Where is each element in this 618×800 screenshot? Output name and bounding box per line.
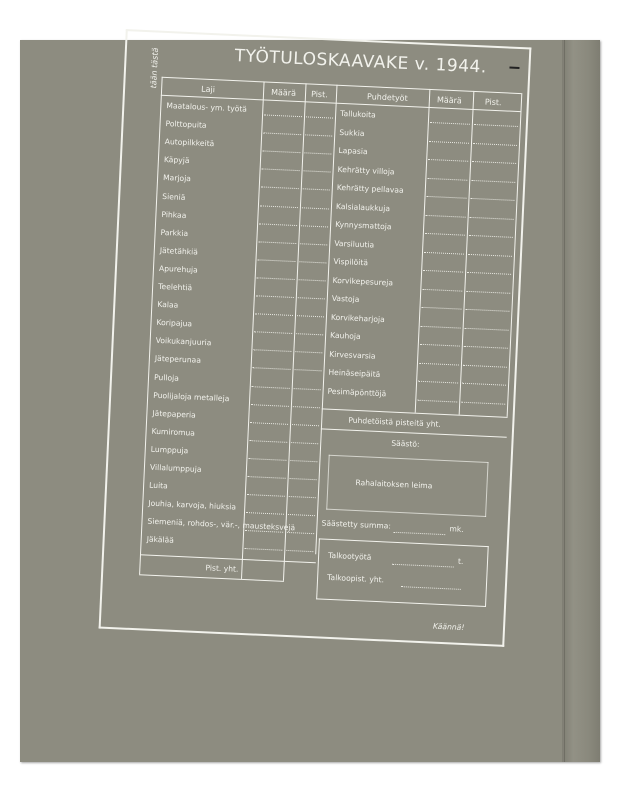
- entry-line: [470, 198, 514, 201]
- entry-line: [257, 277, 295, 280]
- entry-line: [424, 251, 464, 254]
- table-bottom-line: [139, 574, 284, 582]
- entry-line: [472, 161, 516, 164]
- entry-line: [465, 309, 509, 312]
- header-maara-2: Määrä: [436, 95, 463, 106]
- entry-line: [421, 325, 461, 328]
- entry-line: [263, 133, 301, 136]
- entry-line: [253, 350, 291, 353]
- entry-line: [293, 406, 320, 408]
- list-item: Villalumppuja: [149, 462, 202, 474]
- entry-line: [246, 512, 284, 515]
- entry-line: [248, 476, 286, 479]
- printed-form: [99, 29, 532, 647]
- pist-yht-label: Pist. yht.: [205, 563, 239, 574]
- entry-line: [303, 189, 330, 191]
- entry-line: [467, 272, 511, 275]
- entry-line: [469, 235, 513, 238]
- entry-line: [473, 142, 517, 145]
- list-item: Pulloja: [153, 372, 180, 383]
- entry-line: [254, 331, 292, 334]
- mk-label: mk.: [449, 524, 464, 534]
- entry-line: [252, 386, 290, 389]
- entry-line: [257, 259, 295, 262]
- entry-line: [429, 140, 469, 143]
- t-label: t.: [457, 556, 464, 566]
- entry-line: [427, 196, 467, 199]
- list-item: Kehrätty villoja: [337, 164, 395, 176]
- entry-line: [464, 346, 508, 349]
- entry-line: [430, 122, 470, 125]
- entry-line: [286, 550, 313, 552]
- list-item: Marjoja: [162, 173, 192, 184]
- list-item: Kalaa: [157, 299, 179, 310]
- table-top-line: [162, 77, 522, 94]
- list-item: Pesimäpönttöjä: [327, 386, 387, 398]
- list-item: Vispilöitä: [333, 256, 369, 268]
- list-item: Lumppuja: [150, 444, 189, 456]
- list-item: Korvikepesureja: [332, 275, 394, 287]
- list-item: Lapasia: [338, 145, 368, 157]
- entry-line: [421, 307, 461, 310]
- list-item: Pihkaa: [161, 209, 187, 220]
- entry-line: [427, 177, 467, 180]
- entry-line: [260, 205, 298, 208]
- entry-line: [468, 253, 512, 256]
- entry-line: [248, 458, 286, 461]
- saasto-label: Säästö:: [391, 438, 420, 449]
- form-title: TYÖTULOSKAAVAKE v. 1944.: [234, 46, 488, 78]
- left-section-bottom: [140, 554, 316, 563]
- list-item: Kynnysmattoja: [334, 219, 392, 232]
- talkoo-box-bottom: [316, 598, 486, 607]
- side-label: tään tästä: [149, 47, 161, 89]
- stamp-label: Rahalaitoksen leima: [355, 477, 433, 491]
- list-item: Luita: [148, 480, 168, 491]
- entry-line: [423, 270, 463, 273]
- entry-line: [471, 179, 515, 182]
- list-item: Kehrätty pellavaa: [336, 182, 404, 195]
- col-line-1: [241, 81, 265, 579]
- entry-line: [264, 114, 302, 117]
- list-item: Tallukoita: [340, 108, 376, 120]
- list-item: Kumiromua: [151, 426, 196, 438]
- entry-line: [247, 494, 285, 497]
- saastetty-summa: Säästetty summa:: [321, 518, 392, 531]
- list-item: Varsiluutia: [334, 238, 375, 250]
- entry-line: [299, 279, 326, 281]
- entry-line: [262, 151, 300, 154]
- total-row-bottom: [321, 428, 507, 437]
- entry-line: [256, 295, 294, 298]
- list-item: Sieniä: [162, 191, 186, 202]
- list-item: Kirvesvarsia: [329, 349, 376, 361]
- kaanna-label: Käännä!: [432, 621, 465, 633]
- entry-line: [474, 124, 518, 127]
- list-item: Kauhoja: [329, 330, 361, 342]
- entry-line: [300, 243, 327, 245]
- entry-line: [419, 362, 459, 365]
- talkootyota-line: [392, 564, 454, 568]
- entry-line: [425, 233, 465, 236]
- entry-line: [288, 514, 315, 516]
- list-item: Apurehuja: [158, 263, 199, 275]
- entry-line: [295, 369, 322, 371]
- talkoo-box-left: [316, 538, 320, 599]
- entry-line: [294, 388, 321, 390]
- header-pist-2: Pist.: [484, 97, 502, 108]
- entry-line: [251, 404, 289, 407]
- entry-line: [465, 327, 509, 330]
- header-laji: Laji: [200, 84, 216, 95]
- ink-mark: [509, 67, 519, 69]
- list-item: Teelehtiä: [157, 281, 193, 293]
- talkoo-box-top: [319, 538, 489, 547]
- list-item: Koripajua: [156, 317, 193, 329]
- stamp-box-left: [326, 455, 329, 510]
- entry-line: [261, 187, 299, 190]
- header-pist: Pist.: [310, 89, 328, 100]
- entry-line: [255, 313, 293, 316]
- entry-line: [305, 134, 332, 136]
- entry-line: [290, 478, 317, 480]
- book-spine: [562, 40, 600, 762]
- entry-line: [426, 214, 466, 217]
- entry-line: [296, 333, 323, 335]
- list-item: Voikukanjuuria: [155, 336, 212, 348]
- list-item: Jäkälää: [146, 534, 175, 546]
- header-maara: Määrä: [270, 87, 297, 98]
- entry-line: [290, 460, 317, 462]
- list-item: Siemeniä, rohdos-, vär.-, mausteksvejä: [147, 516, 296, 533]
- talkoo-box-right: [485, 546, 489, 607]
- list-item: Polttopuita: [165, 119, 207, 130]
- entry-line: [461, 401, 505, 404]
- entry-line: [291, 442, 318, 444]
- entry-line: [304, 153, 331, 155]
- list-item: Heinäseipäitä: [328, 367, 381, 379]
- entry-line: [304, 171, 331, 173]
- list-item: Käpyjä: [163, 155, 190, 166]
- entry-line: [298, 297, 325, 299]
- talkootyota-label: Talkootyötä: [327, 550, 372, 562]
- list-item: Maatalous- ym. työtä: [166, 101, 248, 114]
- entry-line: [250, 422, 288, 425]
- entry-line: [301, 225, 328, 227]
- list-item: Jäteperunaa: [154, 354, 202, 366]
- stamp-box-bottom: [326, 509, 486, 517]
- saastetty-line: [393, 532, 445, 535]
- list-item: Sukkia: [339, 127, 365, 138]
- entry-line: [462, 383, 506, 386]
- list-item: Autopilkkeitä: [164, 137, 215, 149]
- list-item: Parkkia: [160, 227, 189, 238]
- entry-line: [253, 368, 291, 371]
- entry-line: [292, 424, 319, 426]
- entry-line: [417, 399, 457, 402]
- list-item: Jouhia, karvoja, hiuksia: [148, 498, 237, 512]
- entry-line: [422, 288, 462, 291]
- entry-line: [302, 207, 329, 209]
- list-item: Puolijaloja metalleja: [153, 390, 230, 403]
- entry-line: [287, 532, 314, 534]
- entry-line: [249, 440, 287, 443]
- list-item: Korvikeharjoja: [330, 312, 386, 324]
- entry-line: [420, 344, 460, 347]
- entry-line: [297, 315, 324, 317]
- talkoopist-line: [401, 586, 461, 590]
- header-puhdetyot: Puhdetyöt: [366, 92, 408, 103]
- list-item: Jätepaperia: [152, 408, 197, 420]
- entry-line: [289, 496, 316, 498]
- entry-line: [299, 261, 326, 263]
- spine-crease: [564, 40, 565, 762]
- entry-line: [466, 290, 510, 293]
- entry-line: [428, 159, 468, 162]
- entry-line: [418, 381, 458, 384]
- entry-line: [259, 223, 297, 226]
- entry-line: [258, 241, 296, 244]
- entry-line: [262, 169, 300, 172]
- entry-line: [470, 216, 514, 219]
- list-item: Vastoja: [331, 293, 360, 304]
- entry-line: [463, 364, 507, 367]
- entry-line: [295, 351, 322, 353]
- entry-line: [306, 116, 333, 118]
- entry-line: [244, 548, 282, 551]
- list-item: Jätetähkiä: [159, 245, 199, 257]
- talkoopist-label: Talkoopist. yht.: [326, 572, 385, 585]
- stamp-box-top: [329, 455, 489, 463]
- puhdetyo-total: Puhdetöistä pisteitä yht.: [348, 415, 442, 429]
- stamp-box-right: [485, 462, 488, 517]
- list-item: Kalsialaukkuja: [335, 201, 391, 213]
